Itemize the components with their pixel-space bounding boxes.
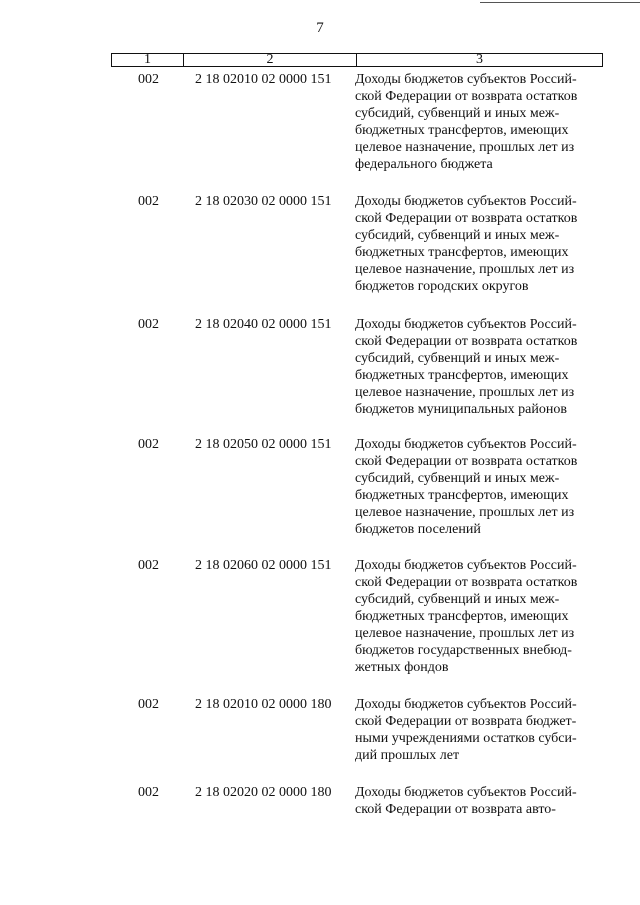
description-line: Доходы бюджетов субъектов Россий-	[355, 697, 577, 712]
budget-classification-code: 2 18 02010 02 0000 180	[195, 697, 332, 712]
budget-classification-code: 2 18 02030 02 0000 151	[195, 194, 332, 209]
income-description	[355, 784, 605, 818]
page-number: 7	[316, 20, 324, 36]
admin-code: 002	[138, 72, 159, 87]
column-header-table	[111, 53, 603, 67]
description-line: субсидий, субвенций и иных меж-	[355, 592, 560, 607]
admin-code: 002	[138, 785, 159, 800]
description-line: Доходы бюджетов субъектов Россий-	[355, 437, 577, 452]
description-line: бюджетных трансфертов, имеющих	[355, 245, 569, 260]
description-line: Доходы бюджетов субъектов Россий-	[355, 785, 577, 800]
description-line: целевое назначение, прошлых лет из	[355, 262, 575, 277]
description-line: ными учреждениями остатков субси-	[355, 731, 577, 746]
description-line: федерального бюджета	[355, 157, 493, 172]
income-description	[355, 193, 605, 295]
description-line: Доходы бюджетов субъектов Россий-	[355, 558, 577, 573]
description-line: Доходы бюджетов субъектов Россий-	[355, 194, 577, 209]
description-line: ской Федерации от возврата бюджет-	[355, 714, 577, 729]
budget-classification-code: 2 18 02010 02 0000 151	[195, 72, 332, 87]
description-line: жетных фондов	[355, 660, 449, 675]
description-line: целевое назначение, прошлых лет из	[355, 140, 575, 155]
description-line: бюджетных трансфертов, имеющих	[355, 609, 569, 624]
description-line: бюджетов городских округов	[355, 279, 529, 294]
description-line: бюджетных трансфертов, имеющих	[355, 123, 569, 138]
budget-classification-code: 2 18 02040 02 0000 151	[195, 317, 332, 332]
column-header-2: 2	[184, 54, 357, 67]
description-line: субсидий, субвенций и иных меж-	[355, 228, 560, 243]
description-line: субсидий, субвенций и иных меж-	[355, 471, 560, 486]
description-line: Доходы бюджетов субъектов Россий-	[355, 317, 577, 332]
income-description	[355, 557, 605, 676]
description-line: ской Федерации от возврата авто-	[355, 802, 556, 817]
description-line: бюджетов поселений	[355, 522, 481, 537]
description-line: ской Федерации от возврата остатков	[355, 575, 578, 590]
admin-code: 002	[138, 437, 159, 452]
description-line: дий прошлых лет	[355, 748, 460, 763]
description-line: ской Федерации от возврата остатков	[355, 89, 578, 104]
description-line: бюджетов государственных внебюд-	[355, 643, 572, 658]
description-line: бюджетов муниципальных районов	[355, 402, 567, 417]
column-header-1: 1	[112, 54, 184, 67]
budget-classification-code: 2 18 02050 02 0000 151	[195, 437, 332, 452]
description-line: Доходы бюджетов субъектов Россий-	[355, 72, 577, 87]
description-line: субсидий, субвенций и иных меж-	[355, 106, 560, 121]
budget-classification-code: 2 18 02060 02 0000 151	[195, 558, 332, 573]
income-description	[355, 71, 605, 173]
description-line: бюджетных трансфертов, имеющих	[355, 488, 569, 503]
income-description	[355, 696, 605, 764]
admin-code: 002	[138, 317, 159, 332]
income-description	[355, 316, 605, 418]
description-line: субсидий, субвенций и иных меж-	[355, 351, 560, 366]
income-description	[355, 436, 605, 538]
description-line: целевое назначение, прошлых лет из	[355, 505, 575, 520]
column-header-3: 3	[357, 54, 603, 67]
admin-code: 002	[138, 697, 159, 712]
description-line: ской Федерации от возврата остатков	[355, 211, 578, 226]
budget-classification-code: 2 18 02020 02 0000 180	[195, 785, 332, 800]
scan-edge-line	[480, 2, 640, 3]
description-line: целевое назначение, прошлых лет из	[355, 385, 575, 400]
admin-code: 002	[138, 558, 159, 573]
description-line: ской Федерации от возврата остатков	[355, 454, 578, 469]
description-line: бюджетных трансфертов, имеющих	[355, 368, 569, 383]
description-line: ской Федерации от возврата остатков	[355, 334, 578, 349]
description-line: целевое назначение, прошлых лет из	[355, 626, 575, 641]
admin-code: 002	[138, 194, 159, 209]
